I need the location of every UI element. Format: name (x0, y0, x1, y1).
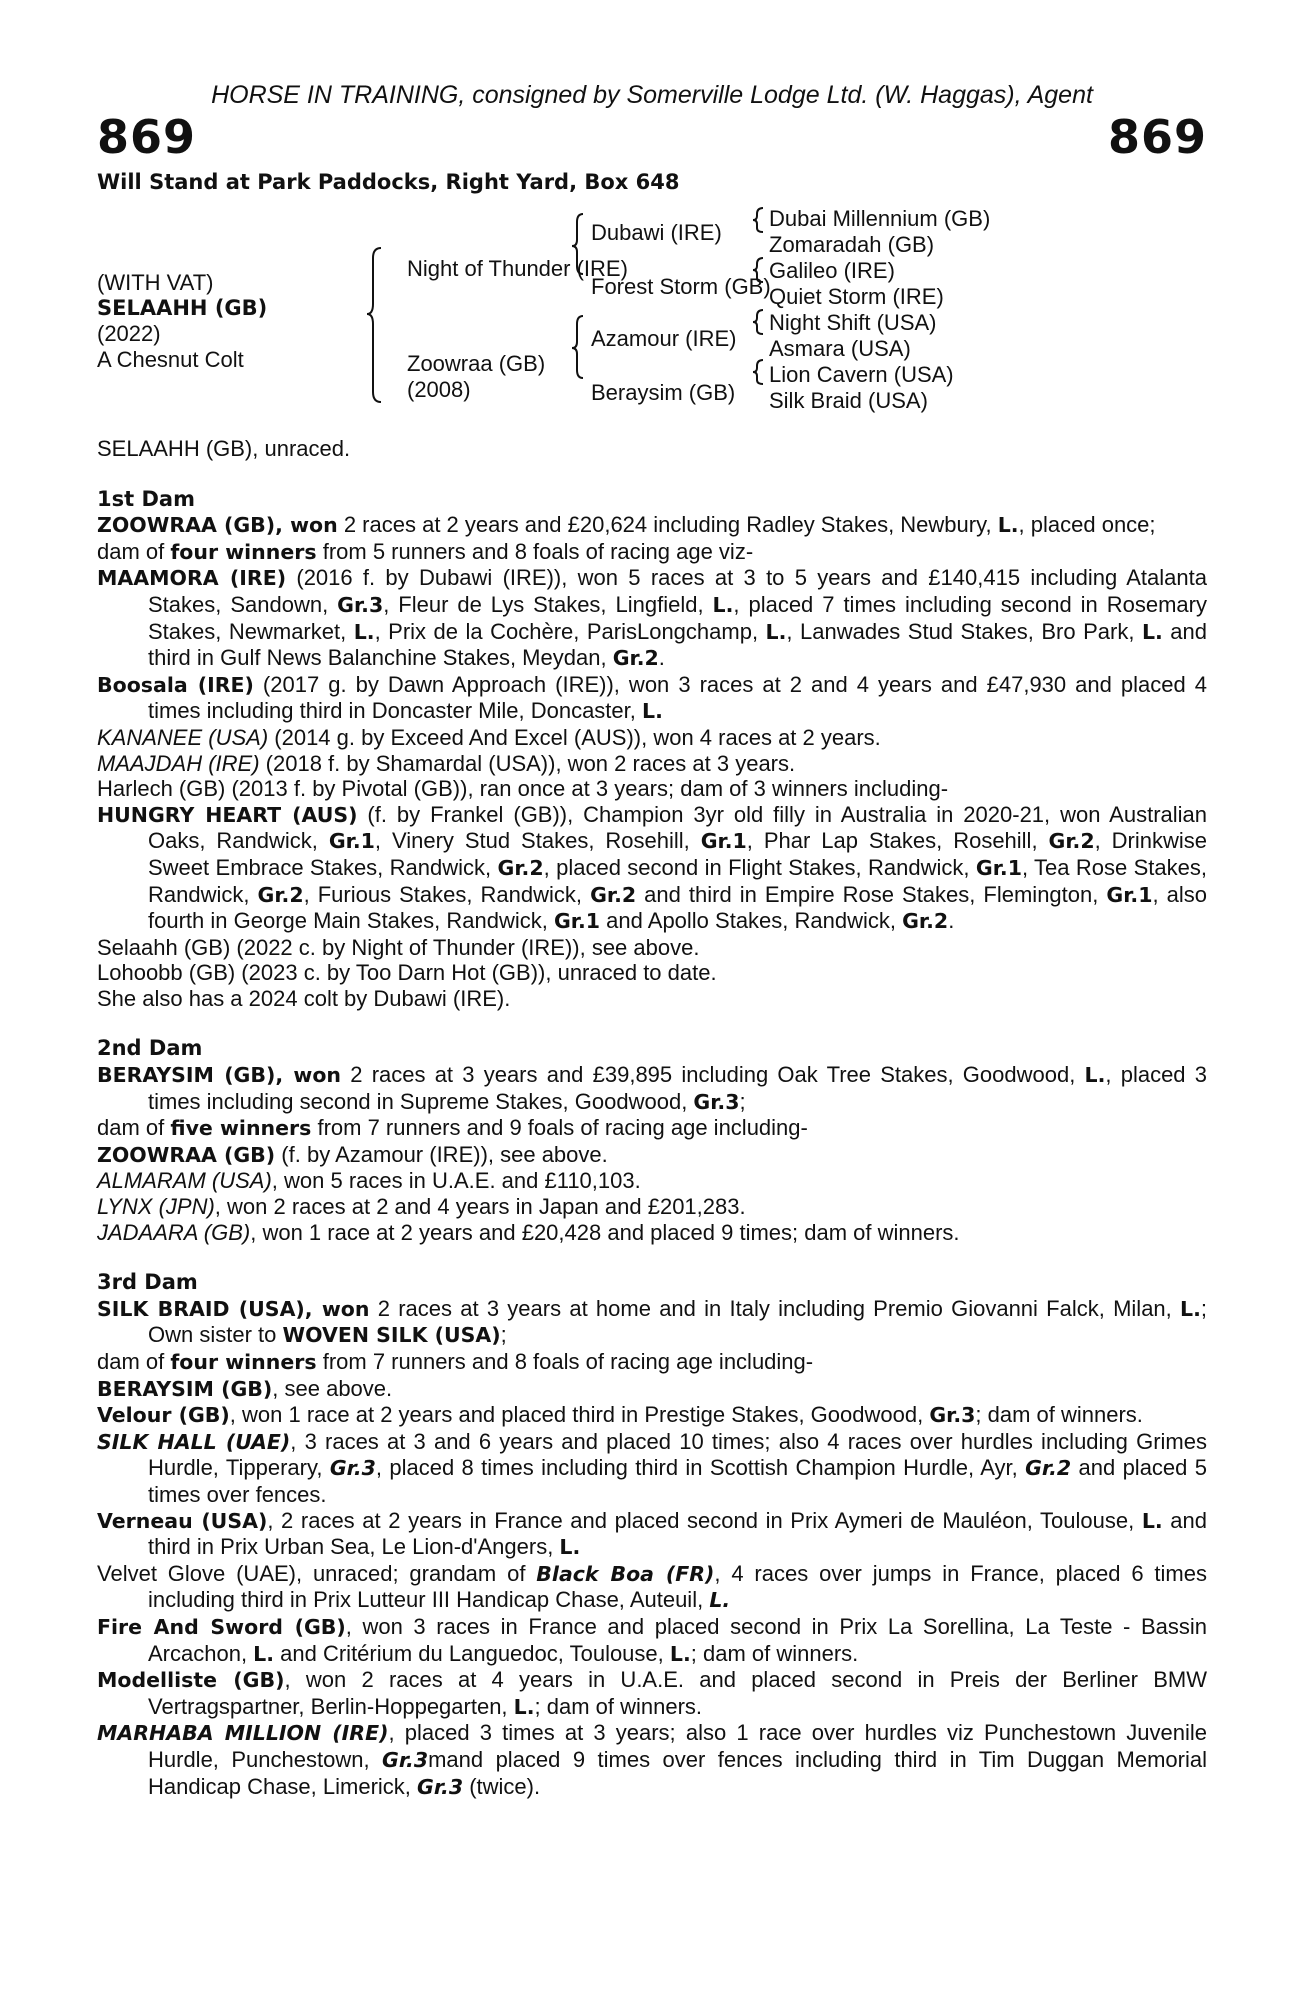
lot-number-right: 869 (1107, 110, 1207, 164)
ss-sire: Dubai Millennium (GB) (769, 206, 991, 231)
lot-number-left: 869 (97, 110, 197, 164)
third-dam-heading: 3rd Dam (97, 1270, 198, 1295)
produce-zoowraa: ZOOWRAA (GB) (f. by Azamour (IRE)), see above. (97, 1141, 608, 1167)
ds-sire: Night Shift (USA) (769, 310, 937, 335)
produce-harlech: Harlech (GB) (2013 f. by Pivotal (GB)), ran once at 3 years; dam of 3 winners including- (97, 776, 949, 802)
dam-year: (2008) (407, 377, 471, 402)
produce-selaahh: Selaahh (GB) (2022 c. by Night of Thunder (IRE)), see above. (97, 934, 700, 960)
produce-marhaba-million: MARHABA MILLION (IRE), placed 3 times at 3 years; also 1 race over hurdles viz Punchestown Juvenile Hurdle, Punchestown, Gr.3mand placed 9 times over fences including third in Tim Duggan Memorial Handicap Chase, Limerick, Gr.3 (twice). (97, 1720, 1208, 1799)
dam-sire: Azamour (IRE) (591, 326, 737, 351)
produce-kananee: KANANEE (USA) (2014 g. by Exceed And Excel (AUS)), won 4 races at 2 years. (97, 724, 881, 750)
produce-almaram: ALMARAM (USA), won 5 races in U.A.E. and £110,103. (97, 1168, 641, 1194)
produce-hungry-heart: HUNGRY HEART (AUS) (f. by Frankel (GB)), Champion 3yr old filly in Australia in 2020-21, won Australian Oaks, Randwick, Gr.1, Vinery Stud Stakes, Rosehill, Gr.1, Phar Lap Stakes, Rosehill, Gr.2, Drinkwise Sweet Embrace Stakes, Randwick, Gr.2, placed second in Flight Stakes, Randwick, Gr.1, Tea Rose Stakes, Randwick, Gr.2, Furious Stakes, Randwick, Gr.2 and third in Empire Rose Stakes, Flemington, Gr.1, also fourth in George Main Stakes, Randwick, Gr.1 and Apollo Stakes, Randwick, Gr.2. (97, 801, 1208, 934)
produce-jadaara: JADAARA (GB), won 1 race at 2 years and £20,428 and placed 9 times; dam of winners. (97, 1219, 960, 1245)
sire-sire: Dubawi (IRE) (591, 220, 722, 245)
produce-modelliste: Modelliste (GB), won 2 races at 4 years in U.A.E. and placed second in Preis der Berliner BMW Vertragspartner, Berlin-Hoppegarten, L.; dam of winners. (97, 1667, 1208, 1719)
sire-dam: Forest Storm (GB) (591, 274, 771, 299)
produce-boosala: Boosala (IRE) (2017 g. by Dawn Approach (IRE)), won 3 races at 2 and 4 years and £47,930 and placed 4 times including third in Doncaster Mile, Doncaster, L. (97, 671, 1208, 724)
produce-maamora: MAAMORA (IRE) (2016 f. by Dubawi (IRE)), won 5 races at 3 to 5 years and £140,415 including Atalanta Stakes, Sandown, Gr.3, Fleur de Lys Stakes, Lingfield, L., placed 7 times including second in Rosemary Stakes, Newmarket, L., Prix de la Cochère, ParisLongchamp, L., Lanwades Stud Stakes, Bro Park, L. and third in Gulf News Balanchine Stakes, Meydan, Gr.2. (97, 565, 1208, 671)
first-dam-produce-summary: dam of four winners from 5 runners and 8 foals of racing age viz- (97, 538, 754, 564)
produce-silk-hall: SILK HALL (UAE), 3 races at 3 and 6 years and placed 10 times; also 4 races over hurdles including Grimes Hurdle, Tipperary, Gr.3, placed 8 times including third in Scottish Champion Hurdle, Ayr, Gr.2 and placed 5 times over fences. (97, 1428, 1207, 1507)
produce-velvet-glove: Velvet Glove (UAE), unraced; grandam of Black Boa (FR), 4 races over jumps in France, placed 6 times including third in Prix Lutteur III Handicap Chase, Auteuil, L. (97, 1560, 1207, 1613)
catalogue-page (97, 80, 1207, 1800)
second-dam-produce-summary: dam of five winners from 7 runners and 9 foals of racing age including- (97, 1115, 808, 1141)
consignment-line: HORSE IN TRAINING, consigned by Somerville Lodge Ltd. (W. Haggas), Agent (211, 81, 1093, 109)
sd-dam: Quiet Storm (IRE) (769, 284, 944, 309)
vat-label: (WITH VAT) (97, 270, 214, 295)
produce-2024-colt: She also has a 2024 colt by Dubawi (IRE). (97, 985, 511, 1011)
second-dam-record: BERAYSIM (GB), won 2 races at 3 years and £39,895 including Oak Tree Stakes, Goodwood, L., placed 3 times including second in Supreme Stakes, Goodwood, Gr.3; (97, 1062, 1207, 1114)
foaling-year: (2022) (97, 321, 161, 346)
stand-location: Will Stand at Park Paddocks, Right Yard, Box 648 (97, 170, 680, 194)
intro-line: SELAAHH (GB), unraced. (97, 436, 351, 461)
dam-dam: Beraysim (GB) (591, 380, 736, 405)
produce-maajdah: MAAJDAH (IRE) (2018 f. by Shamardal (USA)), won 2 races at 3 years. (97, 750, 796, 776)
ds-dam: Asmara (USA) (769, 336, 911, 361)
produce-beraysim: BERAYSIM (GB), see above. (97, 1375, 393, 1401)
dd-dam: Silk Braid (USA) (769, 388, 928, 413)
horse-description: A Chesnut Colt (97, 347, 244, 372)
dd-sire: Lion Cavern (USA) (769, 362, 954, 387)
first-dam-record: ZOOWRAA (GB), won 2 races at 2 years and £20,624 including Radley Stakes, Newbury, L., placed once; (97, 512, 1156, 538)
first-dam-heading: 1st Dam (97, 486, 195, 511)
third-dam-produce-summary: dam of four winners from 7 runners and 8 foals of racing age including- (97, 1349, 814, 1374)
produce-verneau: Verneau (USA), 2 races at 2 years in France and placed second in Prix Aymeri de Mauléon, Toulouse, L. and third in Prix Urban Sea, Le Lion-d'Angers, L. (97, 1507, 1207, 1560)
pedigree-table (97, 196, 1207, 436)
sire-name: Night of Thunder (IRE) (407, 256, 628, 281)
second-dam-heading: 2nd Dam (97, 1036, 203, 1061)
dam-name: Zoowraa (GB) (407, 351, 546, 376)
lot-horse-name: SELAAHH (GB) (97, 296, 268, 320)
sd-sire: Galileo (IRE) (769, 258, 895, 283)
produce-lynx: LYNX (JPN), won 2 races at 2 and 4 years in Japan and £201,283. (97, 1194, 746, 1220)
ss-dam: Zomaradah (GB) (769, 232, 935, 257)
produce-lohoobb: Lohoobb (GB) (2023 c. by Too Darn Hot (GB)), unraced to date. (97, 960, 717, 986)
lot-number-row (97, 112, 1207, 162)
produce-velour: Velour (GB), won 1 race at 2 years and placed third in Prestige Stakes, Goodwood, Gr.3; dam of winners. (97, 1402, 1143, 1428)
produce-fire-and-sword: Fire And Sword (GB), won 3 races in France and placed second in Prix La Sorellina, La Teste - Bassin Arcachon, L. and Critérium du Languedoc, Toulouse, L.; dam of winners. (97, 1613, 1207, 1666)
pedigree-notes (97, 436, 1207, 1800)
third-dam-record: SILK BRAID (USA), won 2 races at 3 years at home and in Italy including Premio Giovanni Falck, Milan, L.; Own sister to WOVEN SILK (USA); (97, 1295, 1207, 1348)
